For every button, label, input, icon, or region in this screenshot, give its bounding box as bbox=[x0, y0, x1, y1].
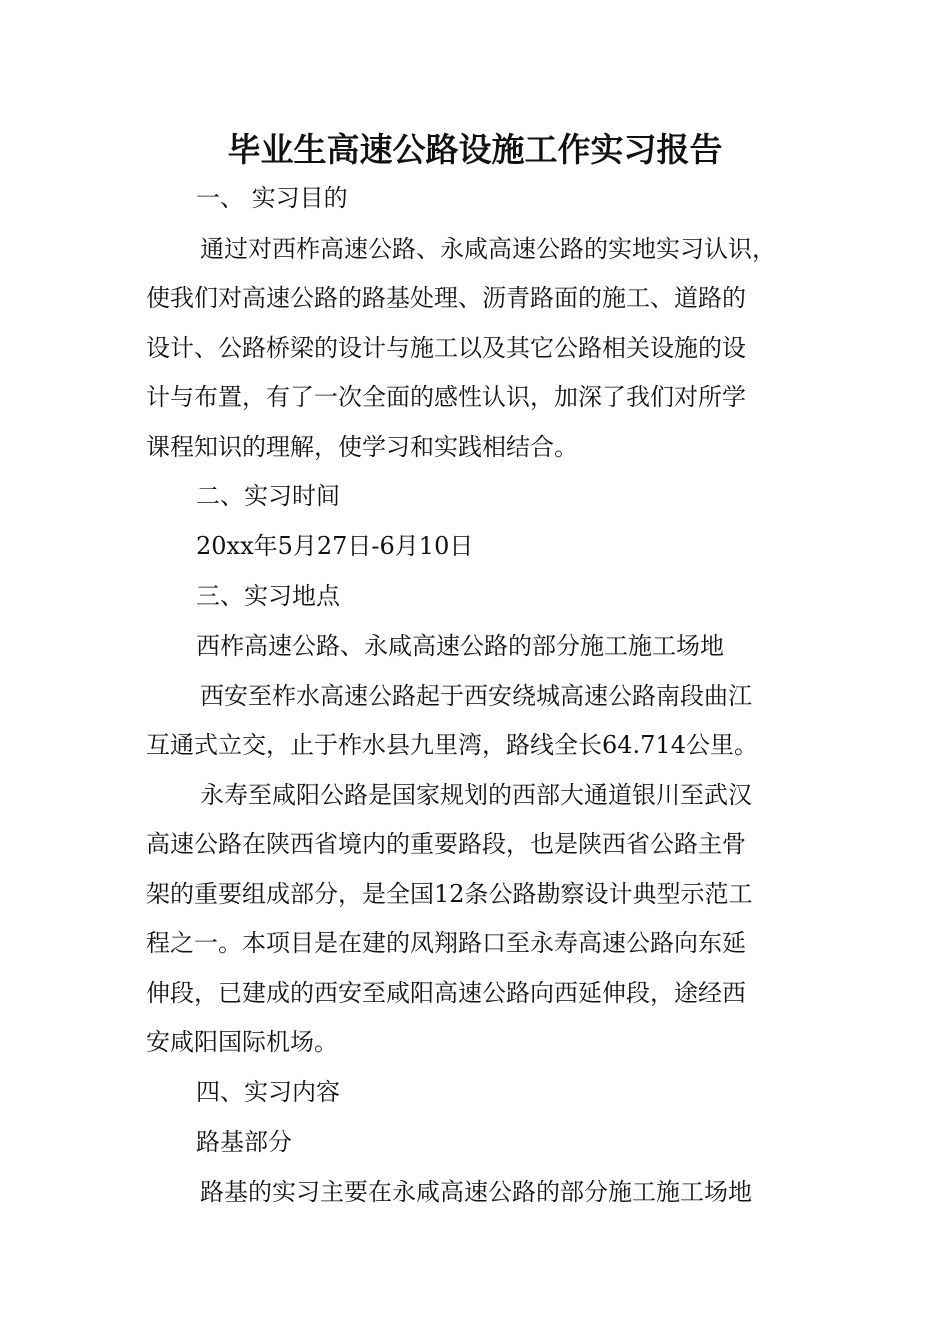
document-title: 毕业生高速公路设施工作实习报告 bbox=[227, 130, 723, 169]
paragraph-line: 路基的实习主要在永咸高速公路的部分施工施工场地 bbox=[200, 1178, 752, 1206]
paragraph-line: 程之一。本项目是在建的凤翔路口至永寿高速公路向东延 bbox=[146, 929, 746, 957]
section-heading-purpose: 一、 实习目的 bbox=[196, 184, 348, 212]
location-text: 西柞高速公路、永咸高速公路的部分施工施工场地 bbox=[196, 632, 724, 660]
paragraph-line: 架的重要组成部分，是全国12条公路勘察设计典型示范工 bbox=[146, 880, 753, 908]
paragraph-line: 高速公路在陕西省境内的重要路段，也是陕西省公路主骨 bbox=[146, 830, 746, 858]
paragraph-line: 通过对西柞高速公路、永咸高速公路的实地实习认识， bbox=[200, 235, 776, 263]
paragraph-line: 西安至柞水高速公路起于西安绕城高速公路南段曲江 bbox=[200, 682, 752, 710]
paragraph-line: 永寿至咸阳公路是国家规划的西部大通道银川至武汉 bbox=[200, 781, 752, 809]
date-range: 20xx年5月27日-6月10日 bbox=[196, 532, 474, 560]
paragraph-line: 课程知识的理解，使学习和实践相结合。 bbox=[146, 433, 578, 461]
paragraph-line: 计与布置，有了一次全面的感性认识，加深了我们对所学 bbox=[146, 383, 746, 411]
section-heading-time: 二、实习时间 bbox=[196, 482, 340, 510]
paragraph-line: 安咸阳国际机场。 bbox=[146, 1028, 338, 1056]
paragraph-line: 伸段，已建成的西安至咸阳高速公路向西延伸段，途经西 bbox=[146, 979, 746, 1007]
section-heading-content: 四、实习内容 bbox=[196, 1078, 340, 1106]
section-heading-location: 三、实习地点 bbox=[196, 582, 340, 610]
paragraph-line: 互通式立交，止于柞水县九里湾，路线全长64.714公里。 bbox=[146, 731, 758, 759]
subsection-heading-roadbed: 路基部分 bbox=[196, 1128, 292, 1156]
paragraph-line: 使我们对高速公路的路基处理、沥青路面的施工、道路的 bbox=[146, 284, 746, 312]
paragraph-line: 设计、公路桥梁的设计与施工以及其它公路相关设施的设 bbox=[146, 334, 746, 362]
